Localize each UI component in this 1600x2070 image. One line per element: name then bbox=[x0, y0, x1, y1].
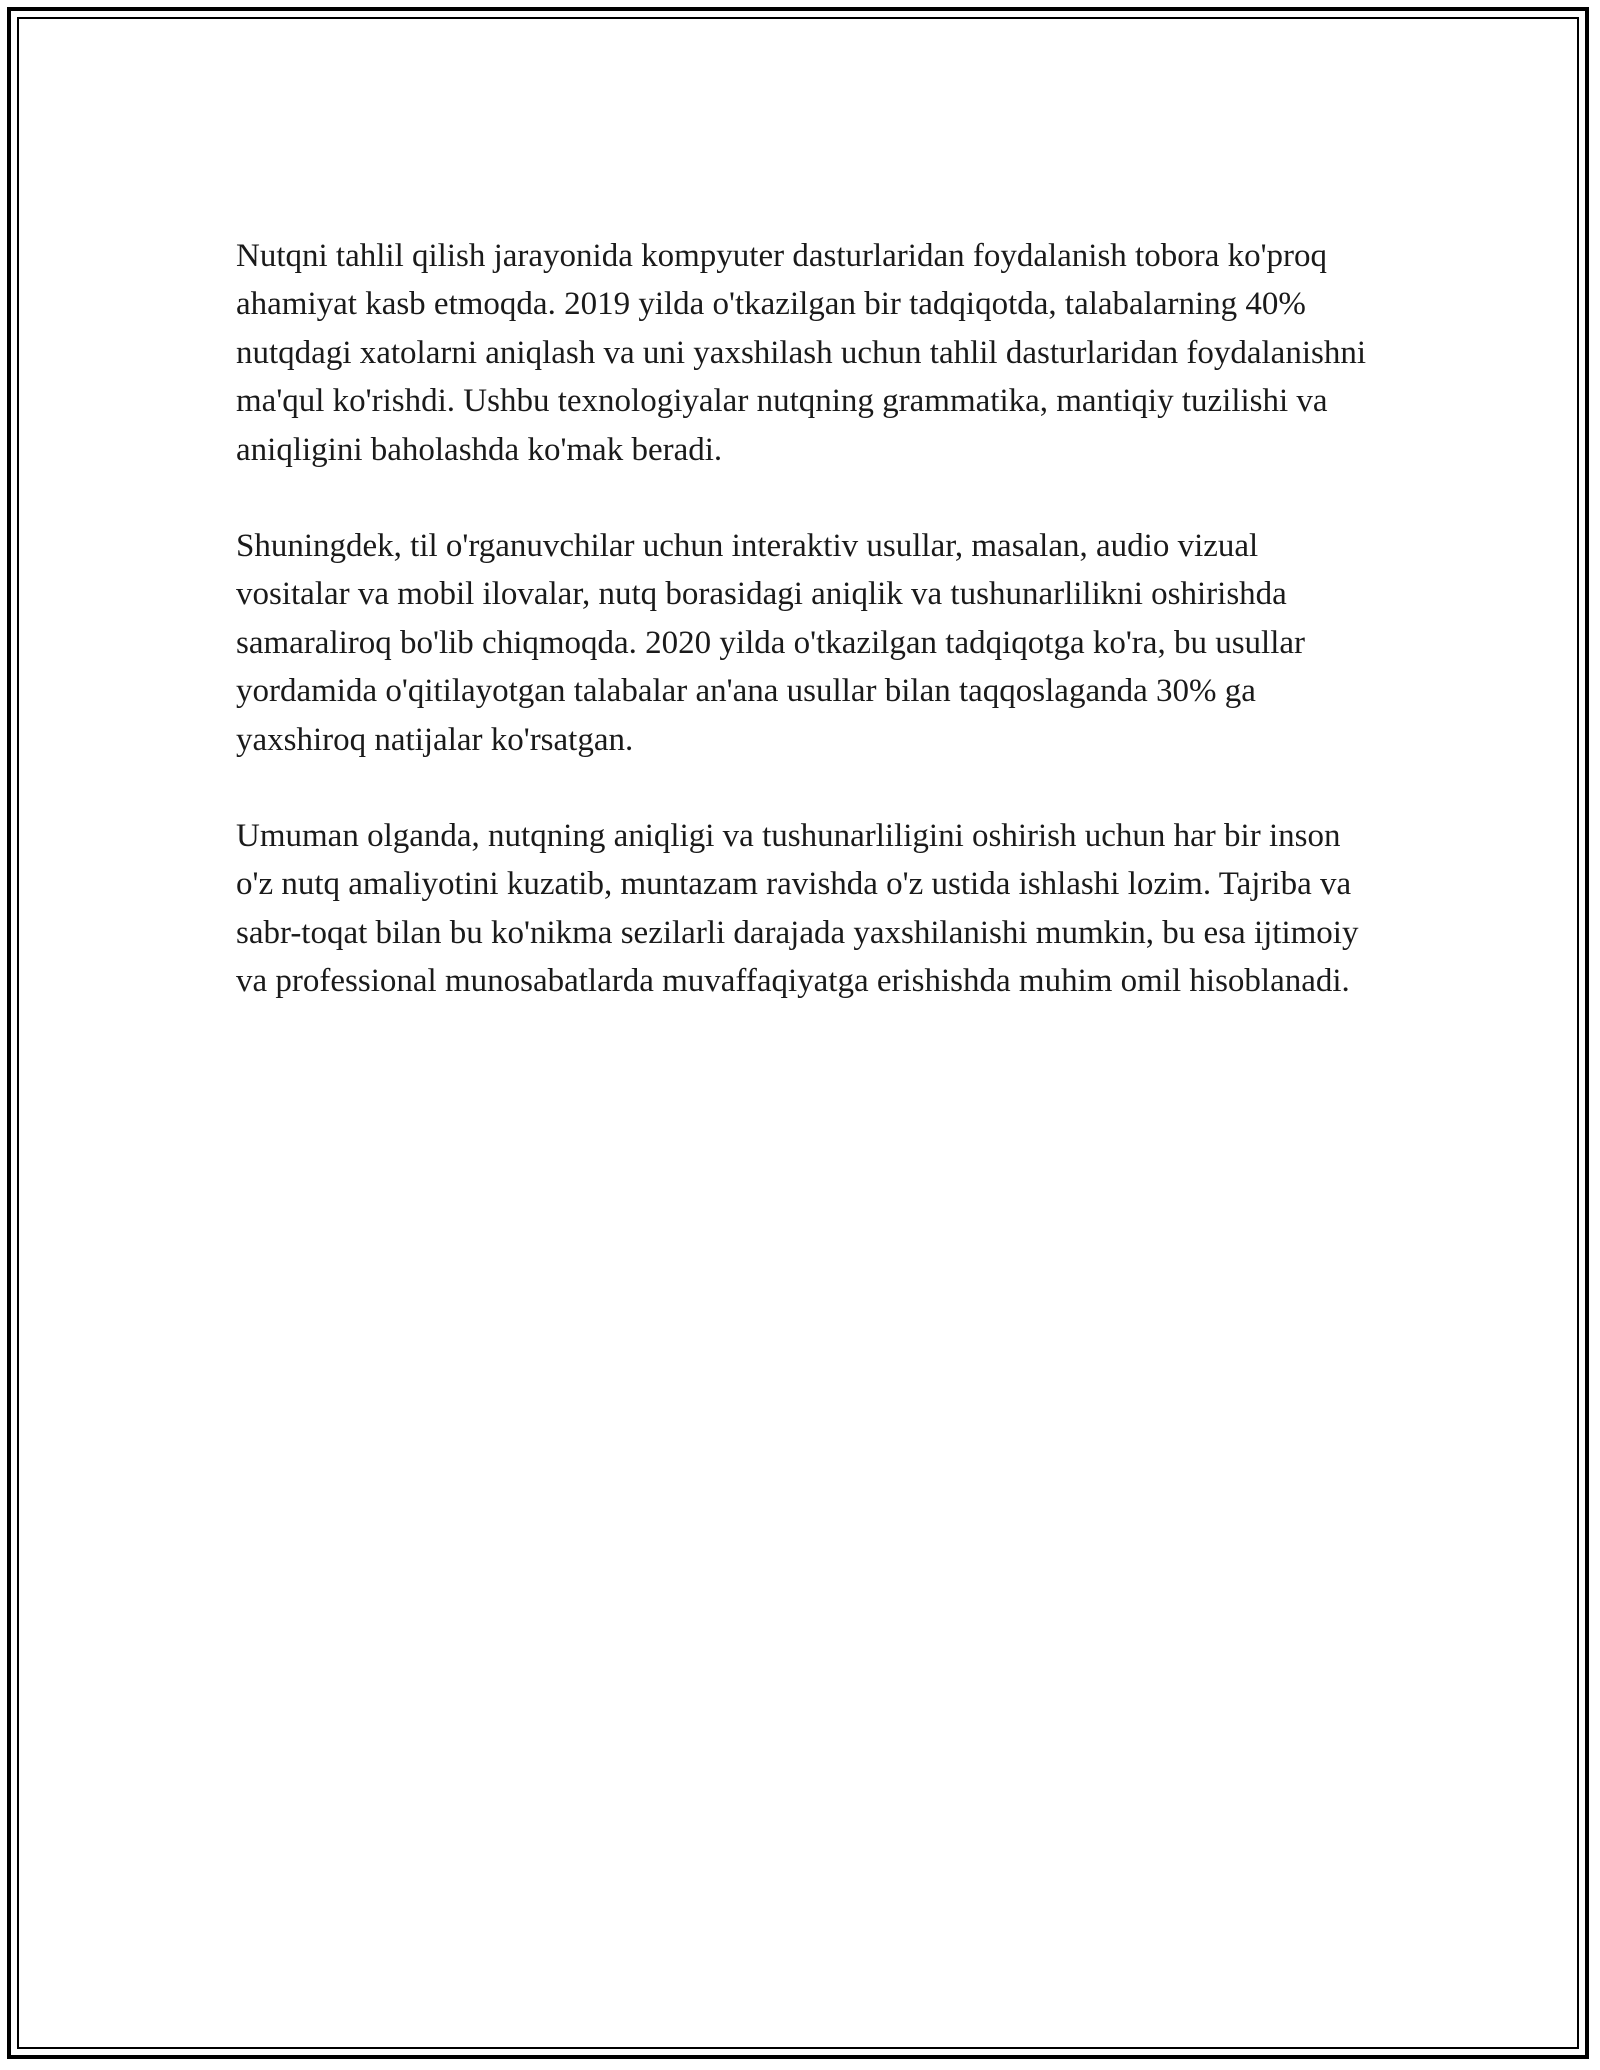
paragraph-3: Umuman olganda, nutqning aniqligi va tushunarliligini oshirish uchun har bir inson o'z nutq amaliyotini kuzatib, muntazam ravishda o'z ustida ishlashi lozim. Tajriba va sabr-toqat bilan bu ko'nikma sezilarli darajada yaxshilanishi mumkin, bu esa ijtimoiy va professional munosabatlarda muvaffaqiyatga erishishda muhim omil hisoblanadi. bbox=[236, 818, 1359, 1000]
paragraph-1: Nutqni tahlil qilish jarayonida kompyuter dasturlaridan foydalanish tobora ko'proq ahamiyat kasb etmoqda. 2019 yilda o'tkazilgan bir tadqiqotda, talabalarning 40% nutqdagi xatolarni aniqlash va uni yaxshilash uchun tahlil dasturlaridan foydalanishni ma'qul ko'rishdi. Ushbu texnologiyalar nutqning grammatika, mantiqiy tuzilishi va aniqligini baholashda ko'mak beradi. bbox=[236, 238, 1366, 468]
document-body bbox=[236, 232, 1366, 1054]
paragraph-2: Shuningdek, til o'rganuvchilar uchun interaktiv usullar, masalan, audio vizual vositalar va mobil ilovalar, nutq borasidagi aniqlik va tushunarlilikni oshirishda samaraliroq bo'lib chiqmoqda. 2020 yilda o'tkazilgan tadqiqotga ko'ra, bu usullar yordamida o'qitilayotgan talabalar an'ana usullar bilan taqqoslaganda 30% ga yaxshiroq natijalar ko'rsatgan. bbox=[236, 528, 1306, 758]
